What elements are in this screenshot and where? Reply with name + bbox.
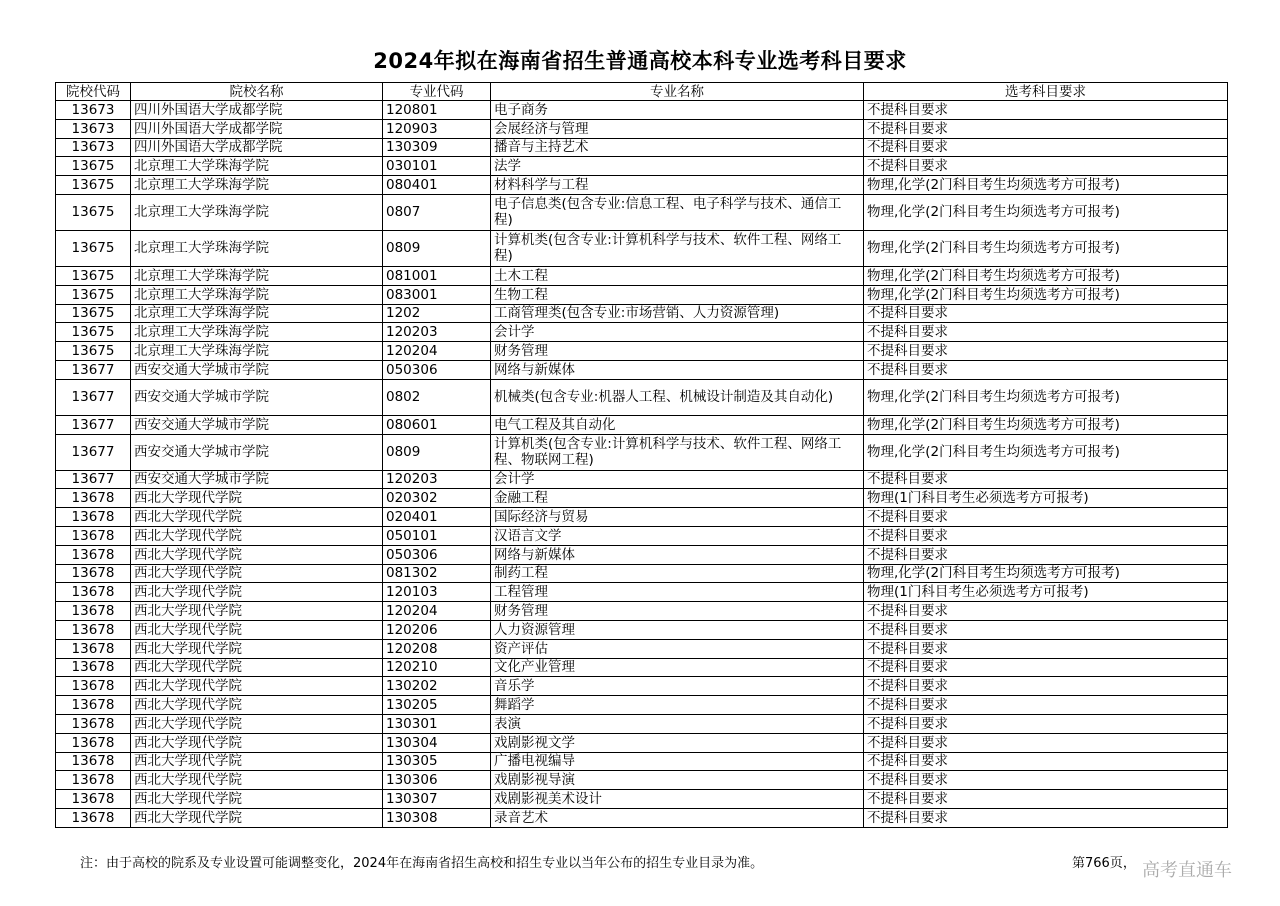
cell-school-name: 北京理工大学珠海学院 (131, 230, 383, 266)
cell-requirement: 不提科目要求 (864, 342, 1228, 361)
cell-school-name: 西北大学现代学院 (131, 620, 383, 639)
cell-school-code: 13677 (56, 470, 131, 489)
cell-school-name: 西北大学现代学院 (131, 714, 383, 733)
cell-school-code: 13678 (56, 526, 131, 545)
table-row (56, 323, 1228, 342)
cell-requirement: 不提科目要求 (864, 677, 1228, 696)
cell-requirement: 不提科目要求 (864, 733, 1228, 752)
cell-requirement: 物理,化学(2门科目考生均须选考方可报考) (864, 176, 1228, 195)
cell-major-code: 0807 (383, 194, 491, 230)
cell-requirement: 物理,化学(2门科目考生均须选考方可报考) (864, 285, 1228, 304)
cell-major-code: 0809 (383, 434, 491, 470)
header-major-name: 专业名称 (491, 83, 864, 101)
cell-major-name: 会计学 (491, 470, 864, 489)
header-requirement: 选考科目要求 (864, 83, 1228, 101)
cell-major-code: 120206 (383, 620, 491, 639)
table-row (56, 470, 1228, 489)
cell-school-name: 北京理工大学珠海学院 (131, 157, 383, 176)
cell-major-code: 120204 (383, 342, 491, 361)
cell-major-code: 120203 (383, 470, 491, 489)
cell-major-name: 播音与主持艺术 (491, 138, 864, 157)
cell-school-name: 西安交通大学城市学院 (131, 415, 383, 434)
cell-requirement: 不提科目要求 (864, 101, 1228, 120)
table-row (56, 434, 1228, 470)
cell-requirement: 不提科目要求 (864, 526, 1228, 545)
cell-school-code: 13677 (56, 415, 131, 434)
cell-school-name: 西北大学现代学院 (131, 658, 383, 677)
cell-requirement: 不提科目要求 (864, 771, 1228, 790)
cell-school-code: 13675 (56, 176, 131, 195)
cell-major-code: 1202 (383, 304, 491, 323)
cell-requirement: 物理,化学(2门科目考生均须选考方可报考) (864, 266, 1228, 285)
cell-major-name: 财务管理 (491, 602, 864, 621)
cell-school-code: 13673 (56, 138, 131, 157)
cell-school-name: 西北大学现代学院 (131, 752, 383, 771)
cell-major-code: 130306 (383, 771, 491, 790)
cell-major-name: 电子信息类(包含专业:信息工程、电子科学与技术、通信工程) (491, 194, 864, 230)
cell-major-name: 电气工程及其自动化 (491, 415, 864, 434)
cell-school-code: 13678 (56, 602, 131, 621)
cell-major-name: 土木工程 (491, 266, 864, 285)
page-number: 第766页， (1072, 856, 1136, 871)
cell-school-name: 北京理工大学珠海学院 (131, 194, 383, 230)
table-row (56, 230, 1228, 266)
cell-school-code: 13678 (56, 489, 131, 508)
cell-school-name: 北京理工大学珠海学院 (131, 342, 383, 361)
cell-school-code: 13673 (56, 101, 131, 120)
table-row (56, 194, 1228, 230)
cell-school-code: 13678 (56, 677, 131, 696)
cell-school-name: 北京理工大学珠海学院 (131, 304, 383, 323)
cell-school-name: 北京理工大学珠海学院 (131, 176, 383, 195)
cell-major-code: 030101 (383, 157, 491, 176)
cell-major-code: 050101 (383, 526, 491, 545)
cell-major-code: 130202 (383, 677, 491, 696)
cell-school-code: 13675 (56, 304, 131, 323)
cell-school-code: 13677 (56, 434, 131, 470)
cell-major-name: 法学 (491, 157, 864, 176)
cell-school-code: 13678 (56, 564, 131, 583)
cell-requirement: 不提科目要求 (864, 304, 1228, 323)
table-body (56, 101, 1228, 828)
cell-major-code: 020302 (383, 489, 491, 508)
cell-school-name: 西北大学现代学院 (131, 677, 383, 696)
table-row (56, 714, 1228, 733)
cell-school-name: 西北大学现代学院 (131, 808, 383, 827)
cell-requirement: 物理,化学(2门科目考生均须选考方可报考) (864, 564, 1228, 583)
cell-major-name: 制药工程 (491, 564, 864, 583)
table-row (56, 379, 1228, 415)
table-row (56, 304, 1228, 323)
cell-school-name: 西北大学现代学院 (131, 564, 383, 583)
cell-requirement: 物理,化学(2门科目考生均须选考方可报考) (864, 379, 1228, 415)
cell-major-name: 文化产业管理 (491, 658, 864, 677)
cell-requirement: 不提科目要求 (864, 138, 1228, 157)
footer-note: 注：由于高校的院系及专业设置可能调整变化，2024年在海南省招生高校和招生专业以当年公布的招生专业目录为准。 (80, 856, 764, 871)
cell-major-code: 130309 (383, 138, 491, 157)
cell-school-name: 西北大学现代学院 (131, 771, 383, 790)
cell-major-code: 050306 (383, 545, 491, 564)
cell-major-code: 083001 (383, 285, 491, 304)
cell-major-code: 130304 (383, 733, 491, 752)
cell-requirement: 不提科目要求 (864, 752, 1228, 771)
table-row (56, 119, 1228, 138)
cell-school-code: 13678 (56, 545, 131, 564)
header-school-name: 院校名称 (131, 83, 383, 101)
table-row (56, 489, 1228, 508)
table-row (56, 733, 1228, 752)
cell-school-code: 13678 (56, 790, 131, 809)
table-row (56, 157, 1228, 176)
cell-requirement: 不提科目要求 (864, 323, 1228, 342)
table-row (56, 677, 1228, 696)
cell-major-name: 网络与新媒体 (491, 360, 864, 379)
cell-school-name: 西北大学现代学院 (131, 790, 383, 809)
cell-major-name: 戏剧影视美术设计 (491, 790, 864, 809)
cell-major-code: 080401 (383, 176, 491, 195)
table-row (56, 771, 1228, 790)
cell-school-code: 13677 (56, 379, 131, 415)
cell-requirement: 不提科目要求 (864, 602, 1228, 621)
cell-requirement: 不提科目要求 (864, 545, 1228, 564)
cell-school-code: 13678 (56, 658, 131, 677)
cell-major-code: 120208 (383, 639, 491, 658)
cell-school-code: 13678 (56, 696, 131, 715)
table-row (56, 790, 1228, 809)
cell-school-code: 13675 (56, 194, 131, 230)
cell-requirement: 物理,化学(2门科目考生均须选考方可报考) (864, 194, 1228, 230)
cell-requirement: 不提科目要求 (864, 658, 1228, 677)
cell-major-code: 130305 (383, 752, 491, 771)
cell-requirement: 不提科目要求 (864, 714, 1228, 733)
header-school-code: 院校代码 (56, 83, 131, 101)
requirements-table (55, 82, 1228, 828)
table-row (56, 639, 1228, 658)
cell-requirement: 不提科目要求 (864, 157, 1228, 176)
cell-school-code: 13678 (56, 639, 131, 658)
watermark: 高考直通车 (1142, 860, 1232, 881)
cell-major-name: 资产评估 (491, 639, 864, 658)
cell-school-code: 13678 (56, 583, 131, 602)
cell-major-name: 工程管理 (491, 583, 864, 602)
cell-major-name: 汉语言文学 (491, 526, 864, 545)
cell-school-code: 13678 (56, 808, 131, 827)
cell-school-code: 13675 (56, 342, 131, 361)
cell-school-code: 13675 (56, 285, 131, 304)
cell-major-name: 录音艺术 (491, 808, 864, 827)
cell-major-code: 130301 (383, 714, 491, 733)
table-row (56, 526, 1228, 545)
cell-major-name: 生物工程 (491, 285, 864, 304)
cell-major-name: 电子商务 (491, 101, 864, 120)
cell-school-name: 四川外国语大学成都学院 (131, 119, 383, 138)
cell-major-name: 计算机类(包含专业:计算机科学与技术、软件工程、网络工程) (491, 230, 864, 266)
cell-school-name: 西安交通大学城市学院 (131, 470, 383, 489)
cell-major-name: 戏剧影视文学 (491, 733, 864, 752)
cell-major-name: 会计学 (491, 323, 864, 342)
cell-major-name: 财务管理 (491, 342, 864, 361)
cell-requirement: 不提科目要求 (864, 790, 1228, 809)
table-row (56, 508, 1228, 527)
cell-major-name: 网络与新媒体 (491, 545, 864, 564)
table-row (56, 808, 1228, 827)
cell-school-name: 西北大学现代学院 (131, 583, 383, 602)
table-row (56, 602, 1228, 621)
cell-school-name: 西北大学现代学院 (131, 508, 383, 527)
table-row (56, 285, 1228, 304)
cell-major-code: 081302 (383, 564, 491, 583)
cell-major-name: 舞蹈学 (491, 696, 864, 715)
cell-major-name: 戏剧影视导演 (491, 771, 864, 790)
cell-school-code: 13675 (56, 157, 131, 176)
cell-major-code: 120903 (383, 119, 491, 138)
cell-school-name: 四川外国语大学成都学院 (131, 101, 383, 120)
table-header-row (56, 83, 1228, 101)
cell-school-code: 13678 (56, 714, 131, 733)
cell-major-code: 081001 (383, 266, 491, 285)
cell-major-name: 计算机类(包含专业:计算机科学与技术、软件工程、网络工程、物联网工程) (491, 434, 864, 470)
cell-school-code: 13675 (56, 266, 131, 285)
cell-school-name: 北京理工大学珠海学院 (131, 266, 383, 285)
cell-major-code: 050306 (383, 360, 491, 379)
cell-school-name: 北京理工大学珠海学院 (131, 285, 383, 304)
cell-school-name: 西北大学现代学院 (131, 545, 383, 564)
cell-school-code: 13673 (56, 119, 131, 138)
table-row (56, 752, 1228, 771)
cell-major-code: 020401 (383, 508, 491, 527)
cell-major-code: 120801 (383, 101, 491, 120)
table-row (56, 545, 1228, 564)
cell-school-name: 北京理工大学珠海学院 (131, 323, 383, 342)
cell-school-code: 13678 (56, 733, 131, 752)
cell-major-name: 金融工程 (491, 489, 864, 508)
cell-major-code: 120203 (383, 323, 491, 342)
header-major-code: 专业代码 (383, 83, 491, 101)
cell-requirement: 不提科目要求 (864, 620, 1228, 639)
cell-school-name: 西北大学现代学院 (131, 526, 383, 545)
cell-major-code: 120103 (383, 583, 491, 602)
cell-major-code: 120210 (383, 658, 491, 677)
cell-school-name: 西北大学现代学院 (131, 602, 383, 621)
table-row (56, 696, 1228, 715)
cell-major-code: 0809 (383, 230, 491, 266)
cell-school-name: 西北大学现代学院 (131, 696, 383, 715)
cell-school-name: 四川外国语大学成都学院 (131, 138, 383, 157)
cell-school-code: 13677 (56, 360, 131, 379)
cell-requirement: 不提科目要求 (864, 639, 1228, 658)
table-row (56, 138, 1228, 157)
table-row (56, 176, 1228, 195)
table-row (56, 658, 1228, 677)
cell-requirement: 物理,化学(2门科目考生均须选考方可报考) (864, 230, 1228, 266)
table-row (56, 101, 1228, 120)
cell-requirement: 物理(1门科目考生必须选考方可报考) (864, 583, 1228, 602)
cell-major-code: 130307 (383, 790, 491, 809)
cell-school-name: 西安交通大学城市学院 (131, 360, 383, 379)
cell-school-name: 西安交通大学城市学院 (131, 379, 383, 415)
cell-school-code: 13678 (56, 508, 131, 527)
cell-major-name: 材料科学与工程 (491, 176, 864, 195)
cell-requirement: 物理,化学(2门科目考生均须选考方可报考) (864, 415, 1228, 434)
cell-requirement: 不提科目要求 (864, 808, 1228, 827)
cell-major-code: 130205 (383, 696, 491, 715)
cell-major-code: 080601 (383, 415, 491, 434)
cell-school-code: 13675 (56, 323, 131, 342)
cell-major-code: 130308 (383, 808, 491, 827)
cell-requirement: 不提科目要求 (864, 119, 1228, 138)
cell-major-name: 工商管理类(包含专业:市场营销、人力资源管理) (491, 304, 864, 323)
cell-school-name: 西北大学现代学院 (131, 639, 383, 658)
cell-major-name: 国际经济与贸易 (491, 508, 864, 527)
cell-requirement: 不提科目要求 (864, 470, 1228, 489)
cell-requirement: 不提科目要求 (864, 360, 1228, 379)
cell-requirement: 物理,化学(2门科目考生均须选考方可报考) (864, 434, 1228, 470)
cell-major-code: 0802 (383, 379, 491, 415)
cell-major-name: 人力资源管理 (491, 620, 864, 639)
cell-requirement: 不提科目要求 (864, 508, 1228, 527)
cell-major-name: 广播电视编导 (491, 752, 864, 771)
cell-school-name: 西北大学现代学院 (131, 733, 383, 752)
table-row (56, 415, 1228, 434)
cell-major-name: 机械类(包含专业:机器人工程、机械设计制造及其自动化) (491, 379, 864, 415)
cell-requirement: 不提科目要求 (864, 696, 1228, 715)
cell-school-name: 西安交通大学城市学院 (131, 434, 383, 470)
table-row (56, 360, 1228, 379)
cell-school-code: 13678 (56, 620, 131, 639)
table-row (56, 564, 1228, 583)
page-title: 2024年拟在海南省招生普通高校本科专业选考科目要求 (373, 49, 907, 73)
table-row (56, 583, 1228, 602)
cell-major-code: 120204 (383, 602, 491, 621)
cell-major-name: 表演 (491, 714, 864, 733)
cell-major-name: 会展经济与管理 (491, 119, 864, 138)
cell-school-code: 13678 (56, 752, 131, 771)
table-row (56, 266, 1228, 285)
cell-school-code: 13675 (56, 230, 131, 266)
table-row (56, 342, 1228, 361)
cell-major-name: 音乐学 (491, 677, 864, 696)
cell-school-name: 西北大学现代学院 (131, 489, 383, 508)
table-row (56, 620, 1228, 639)
cell-requirement: 物理(1门科目考生必须选考方可报考) (864, 489, 1228, 508)
cell-school-code: 13678 (56, 771, 131, 790)
